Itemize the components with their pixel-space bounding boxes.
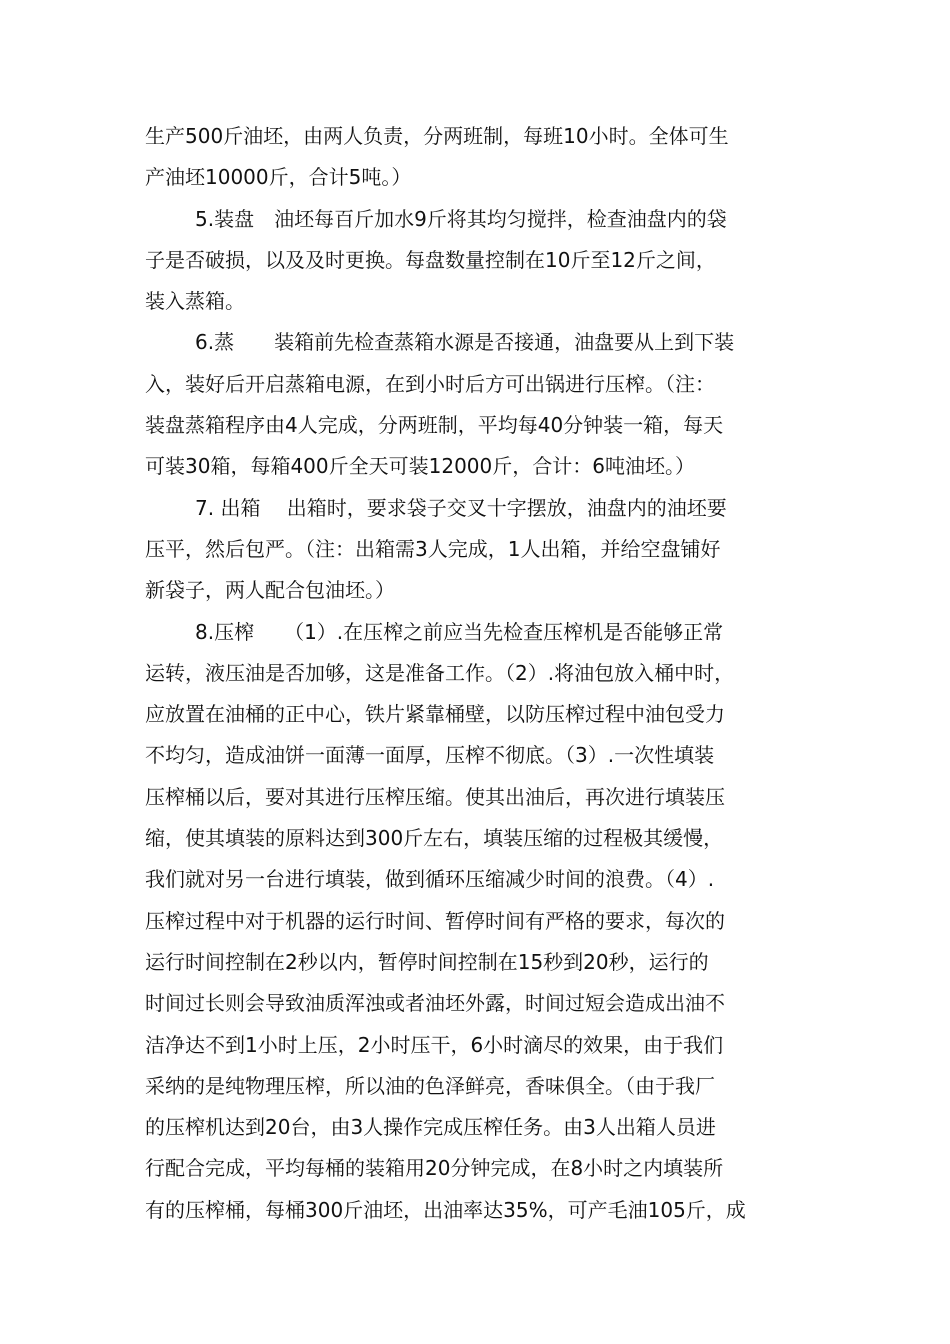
text-line: 压榨桶以后，要对其进行压榨压缩。使其出油后，再次进行填装压 [145,784,725,809]
text-line: 应放置在油桶的正中心，铁片紧靠桶壁，以防压榨过程中油包受力 [145,702,725,727]
text-line: 行配合完成，平均每桶的装箱用20分钟完成，在8小时之内填装所 [145,1156,724,1181]
text-line: 产油坯10000斤，合计5吨。） [145,165,412,190]
text-line: 有的压榨桶，每桶300斤油坯，出油率达35%，可产毛油105斤，成 [145,1197,746,1222]
text-line: 8.压榨 （1）.在压榨之前应当先检查压榨机是否能够正常 [195,619,724,644]
text-line: 装盘蒸箱程序由4人完成，分两班制，平均每40分钟装一箱，每天 [145,413,724,438]
text-line: 子是否破损，以及及时更换。每盘数量控制在10斤至12斤之间， [145,247,716,272]
text-line: 新袋子，两人配合包油坯。） [145,578,395,603]
text-line: 缩，使其填装的原料达到300斤左右，填装压缩的过程极其缓慢， [145,826,724,851]
text-line: 装入蒸箱。 [145,289,245,314]
text-line: 生产500斤油坯，由两人负责，分两班制，每班10小时。全体可生 [145,124,729,148]
text-line: 入，装好后开启蒸箱电源，在到小时后方可出锅进行压榨。（注： [145,371,715,396]
document-body [145,116,810,1231]
text-line: 采纳的是纯物理压榨，所以油的色泽鲜亮，香味俱全。（由于我厂 [145,1073,715,1098]
text-line: 我们就对另一台进行填装，做到循环压缩减少时间的浪费。（4）. [145,867,715,892]
text-line: 时间过长则会导致油质浑浊或者油坯外露，时间过短会造成出油不 [145,991,725,1016]
text-line: 的压榨机达到20台，由3人操作完成压榨任务。由3人出箱人员进 [145,1115,716,1140]
text-line: 压平，然后包严。（注：出箱需3人完成，1人出箱，并给空盘铺好 [145,536,721,561]
text-line: 5.装盘 油坯每百斤加水9斤将其均匀搅拌，检查油盘内的袋 [195,206,727,231]
text-line: 7. 出箱 出箱时，要求袋子交叉十字摆放，油盘内的油坯要 [195,495,727,520]
text-line: 运转，液压油是否加够，这是准备工作。（2）.将油包放入桶中时， [145,660,735,685]
text-line: 压榨过程中对于机器的运行时间、暂停时间有严格的要求，每次的 [145,908,725,933]
text-line: 运行时间控制在2秒以内，暂停时间控制在15秒到20秒，运行的 [145,949,709,974]
text-line: 洁净达不到1小时上压，2小时压干，6小时滴尽的效果，由于我们 [145,1032,724,1057]
text-line: 6.蒸 装箱前先检查蒸箱水源是否接通，油盘要从上到下装 [195,330,735,355]
text-line: 不均匀，造成油饼一面薄一面厚，压榨不彻底。（3）.一次性填装 [145,743,715,768]
text-line: 可装30箱，每箱400斤全天可装12000斤，合计：6吨油坯。） [145,454,695,479]
